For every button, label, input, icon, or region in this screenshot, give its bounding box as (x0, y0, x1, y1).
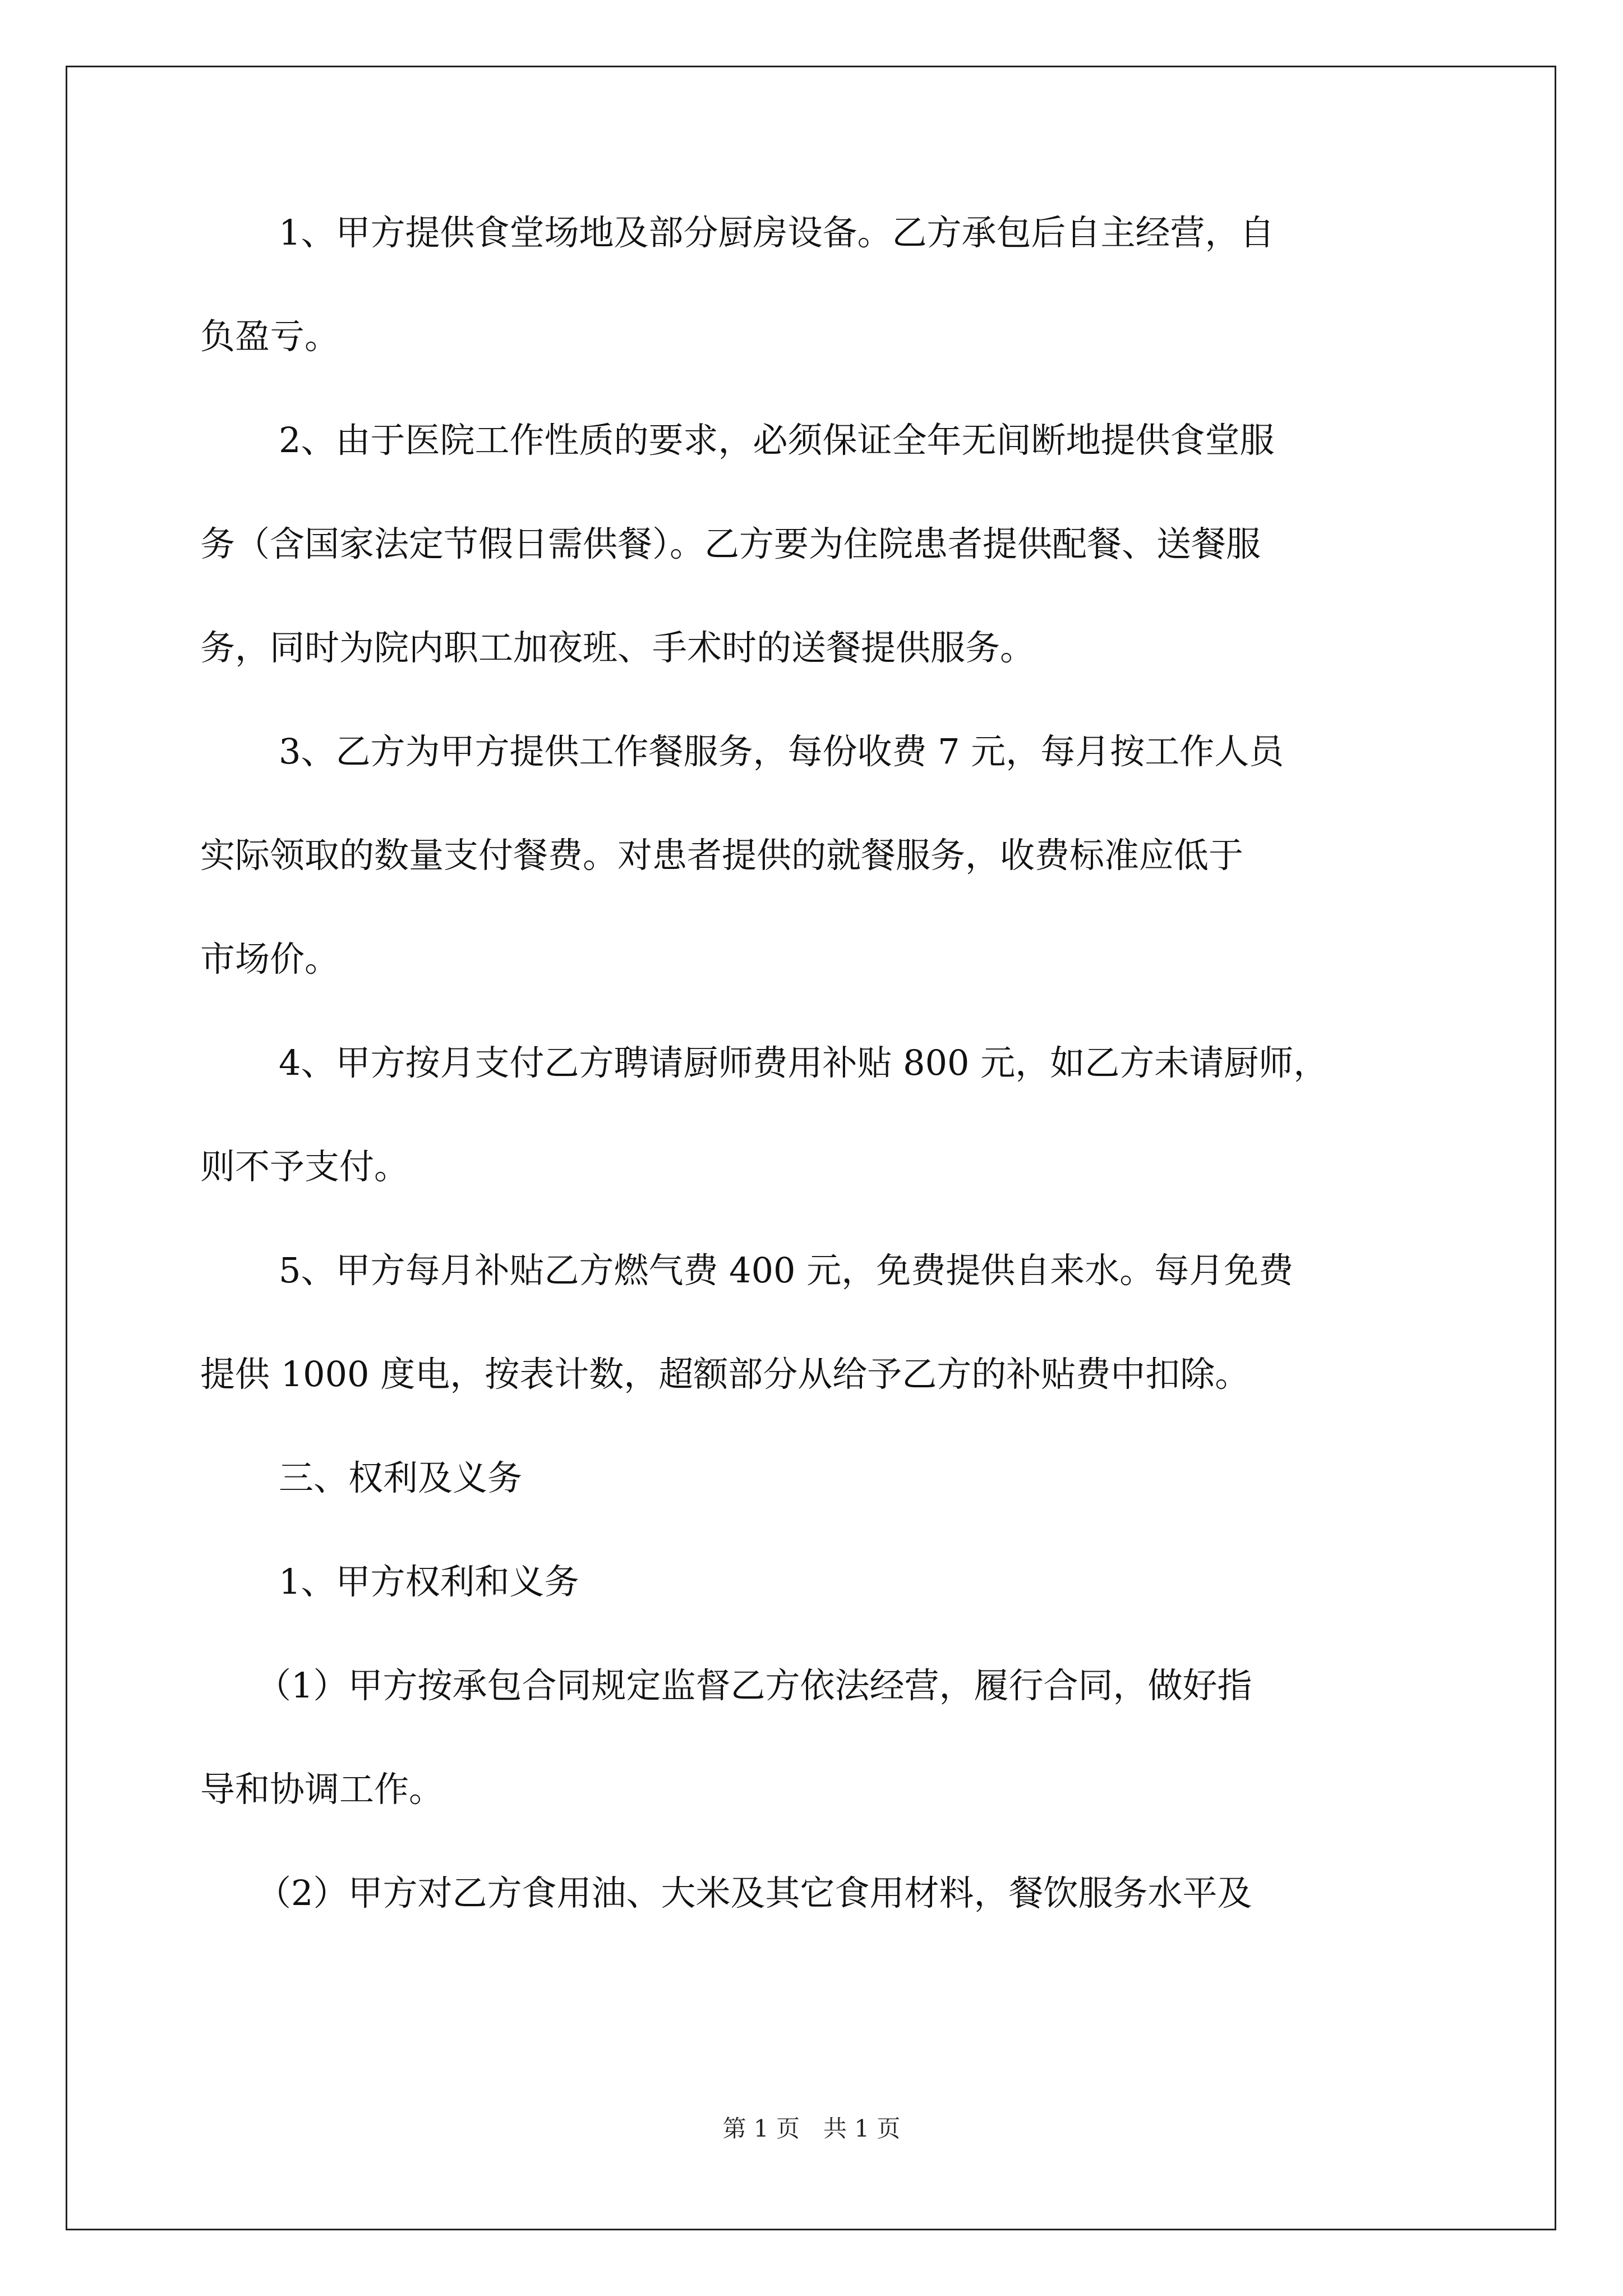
paragraph-3-line-1: 3、乙方为甲方提供工作餐服务，每份收费 7 元，每月按工作人员 (279, 731, 1284, 772)
item-2-line-1: （2）甲方对乙方食用油、大米及其它食用材料，餐饮服务水平及 (256, 1872, 1252, 1913)
paragraph-3-line-3: 市场价。 (200, 938, 340, 979)
paragraph-5-line-2: 提供 1000 度电，按表计数，超额部分从给予乙方的补贴费中扣除。 (200, 1354, 1250, 1395)
paragraph-3-line-2: 实际领取的数量支付餐费。对患者提供的就餐服务，收费标准应低于 (200, 835, 1244, 876)
item-1-line-1: （1）甲方按承包合同规定监督乙方依法经营，履行合同，做好指 (256, 1665, 1252, 1706)
page-number: 第 1 页 共 1 页 (722, 2115, 901, 2142)
paragraph-4-line-2: 则不予支付。 (200, 1146, 409, 1187)
paragraph-1-line-2: 负盈亏。 (200, 316, 340, 357)
paragraph-2-line-1: 2、由于医院工作性质的要求，必须保证全年无间断地提供食堂服 (279, 420, 1275, 461)
item-1-line-2: 导和协调工作。 (200, 1769, 444, 1810)
paragraph-5-line-1: 5、甲方每月补贴乙方燃气费 400 元，免费提供自来水。每月免费 (279, 1250, 1294, 1291)
paragraph-2-line-2: 务（含国家法定节假日需供餐）。乙方要为住院患者提供配餐、送餐服 (200, 523, 1261, 564)
paragraph-2-line-3: 务，同时为院内职工加夜班、手术时的送餐提供服务。 (200, 627, 1035, 668)
paragraph-4-line-1: 4、甲方按月支付乙方聘请厨师费用补贴 800 元，如乙方未请厨师， (279, 1042, 1329, 1083)
subsection-heading: 1、甲方权利和义务 (279, 1561, 579, 1602)
paragraph-1-line-1: 1、甲方提供食堂场地及部分厨房设备。乙方承包后自主经营，自 (279, 212, 1275, 253)
section-heading: 三、权利及义务 (279, 1457, 523, 1498)
